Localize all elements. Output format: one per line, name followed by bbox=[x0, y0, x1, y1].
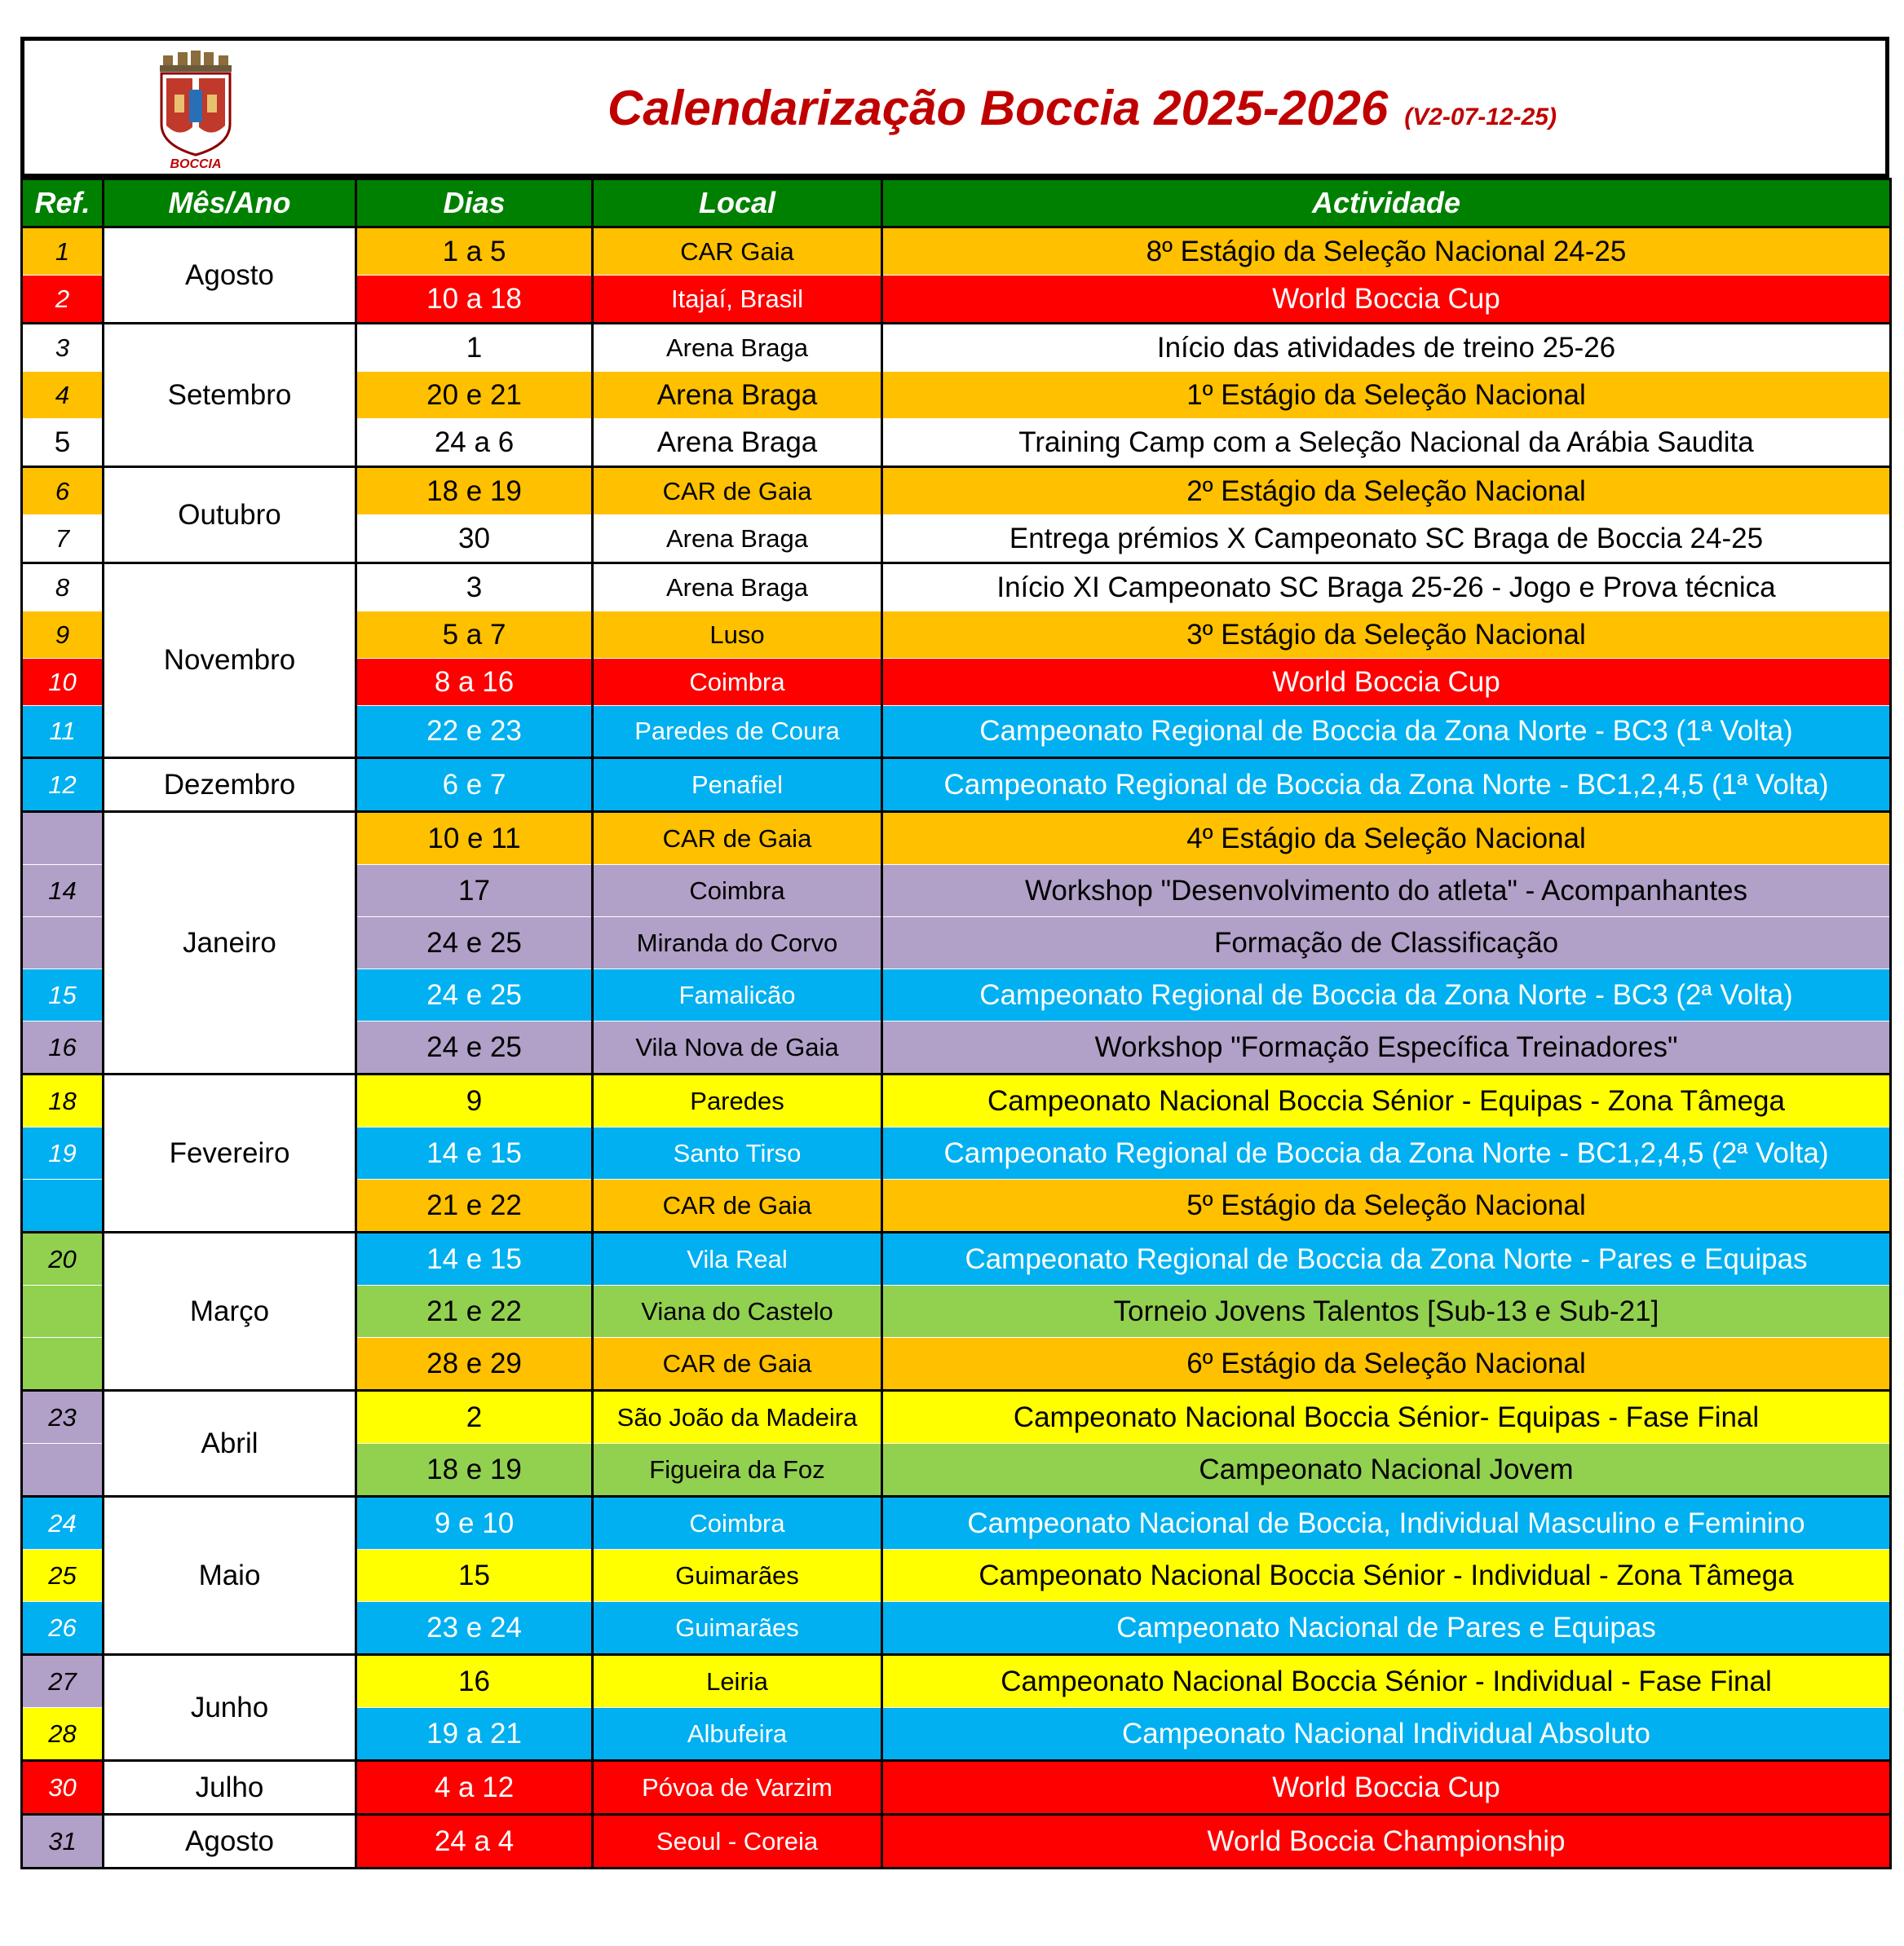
activity-cell: Workshop "Formação Específica Treinadores" bbox=[882, 1022, 1891, 1074]
table-row bbox=[22, 1655, 1891, 1708]
table-row bbox=[22, 467, 1891, 515]
location-cell: Guimarães bbox=[593, 1602, 882, 1655]
table-row bbox=[22, 324, 1891, 372]
activity-cell: World Boccia Cup bbox=[882, 659, 1891, 706]
days-cell: 19 a 21 bbox=[356, 1708, 593, 1761]
location-cell: Santo Tirso bbox=[593, 1127, 882, 1180]
days-cell: 9 e 10 bbox=[356, 1497, 593, 1550]
table-row bbox=[22, 812, 1891, 865]
table-header-row bbox=[22, 179, 1891, 227]
ref-cell: 11 bbox=[22, 706, 104, 758]
activity-cell: Campeonato Nacional Individual Absoluto bbox=[882, 1708, 1891, 1761]
month-cell: Março bbox=[104, 1233, 356, 1391]
month-cell: Fevereiro bbox=[104, 1074, 356, 1233]
ref-cell bbox=[22, 1180, 104, 1233]
table-row bbox=[22, 1233, 1891, 1286]
days-cell: 14 e 15 bbox=[356, 1127, 593, 1180]
days-cell: 4 a 12 bbox=[356, 1761, 593, 1815]
ref-cell: 12 bbox=[22, 758, 104, 812]
ref-cell: 16 bbox=[22, 1022, 104, 1074]
days-cell: 22 e 23 bbox=[356, 706, 593, 758]
activity-cell: Campeonato Regional de Boccia da Zona Norte - BC1,2,4,5 (2ª Volta) bbox=[882, 1127, 1891, 1180]
ref-cell bbox=[22, 917, 104, 969]
ref-cell: 6 bbox=[22, 467, 104, 515]
days-cell: 30 bbox=[356, 515, 593, 563]
location-cell: Guimarães bbox=[593, 1550, 882, 1602]
ref-cell: 3 bbox=[22, 324, 104, 372]
month-cell: Dezembro bbox=[104, 758, 356, 812]
activity-cell: World Boccia Cup bbox=[882, 1761, 1891, 1815]
calendar-sheet bbox=[20, 37, 1889, 1869]
ref-cell bbox=[22, 1444, 104, 1497]
activity-cell: 6º Estágio da Seleção Nacional bbox=[882, 1338, 1891, 1391]
activity-cell: World Boccia Cup bbox=[882, 276, 1891, 324]
activity-cell: Formação de Classificação bbox=[882, 917, 1891, 969]
activity-cell: 5º Estágio da Seleção Nacional bbox=[882, 1180, 1891, 1233]
version-label: (V2-07-12-25) bbox=[1404, 104, 1557, 130]
days-cell: 9 bbox=[356, 1074, 593, 1127]
ref-cell: 23 bbox=[22, 1391, 104, 1444]
ref-cell: 27 bbox=[22, 1655, 104, 1708]
days-cell: 24 e 25 bbox=[356, 917, 593, 969]
ref-cell: 7 bbox=[22, 515, 104, 563]
activity-cell: Campeonato Nacional Boccia Sénior - Individual - Fase Final bbox=[882, 1655, 1891, 1708]
activity-cell: 4º Estágio da Seleção Nacional bbox=[882, 812, 1891, 865]
days-cell: 14 e 15 bbox=[356, 1233, 593, 1286]
activity-cell: 1º Estágio da Seleção Nacional bbox=[882, 372, 1891, 419]
location-cell: Leiria bbox=[593, 1655, 882, 1708]
activity-cell: Campeonato Regional de Boccia da Zona Norte - BC1,2,4,5 (1ª Volta) bbox=[882, 758, 1891, 812]
month-cell: Novembro bbox=[104, 563, 356, 758]
ref-cell: 24 bbox=[22, 1497, 104, 1550]
location-cell: Coimbra bbox=[593, 659, 882, 706]
activity-cell: Campeonato Regional de Boccia da Zona Norte - BC3 (2ª Volta) bbox=[882, 969, 1891, 1022]
location-cell: CAR de Gaia bbox=[593, 1338, 882, 1391]
table-row bbox=[22, 1074, 1891, 1127]
days-cell: 20 e 21 bbox=[356, 372, 593, 419]
days-cell: 28 e 29 bbox=[356, 1338, 593, 1391]
location-cell: Arena Braga bbox=[593, 372, 882, 419]
location-cell: São João da Madeira bbox=[593, 1391, 882, 1444]
page-title bbox=[607, 80, 1557, 136]
location-cell: Arena Braga bbox=[593, 515, 882, 563]
ref-cell: 31 bbox=[22, 1815, 104, 1869]
days-cell: 2 bbox=[356, 1391, 593, 1444]
activity-cell: Workshop "Desenvolvimento do atleta" - Acompanhantes bbox=[882, 865, 1891, 917]
activity-cell: 3º Estágio da Seleção Nacional bbox=[882, 611, 1891, 659]
activity-cell: World Boccia Championship bbox=[882, 1815, 1891, 1869]
month-cell: Abril bbox=[104, 1391, 356, 1497]
location-cell: Coimbra bbox=[593, 1497, 882, 1550]
days-cell: 17 bbox=[356, 865, 593, 917]
ref-cell: 25 bbox=[22, 1550, 104, 1602]
location-cell: Famalicão bbox=[593, 969, 882, 1022]
location-cell: Figueira da Foz bbox=[593, 1444, 882, 1497]
location-cell: CAR de Gaia bbox=[593, 467, 882, 515]
activity-cell: Início XI Campeonato SC Braga 25-26 - Jogo e Prova técnica bbox=[882, 563, 1891, 611]
activity-cell: Torneio Jovens Talentos [Sub-13 e Sub-21] bbox=[882, 1286, 1891, 1338]
month-cell: Maio bbox=[104, 1497, 356, 1655]
activity-cell: Campeonato Nacional Jovem bbox=[882, 1444, 1891, 1497]
days-cell: 5 a 7 bbox=[356, 611, 593, 659]
days-cell: 18 e 19 bbox=[356, 1444, 593, 1497]
location-cell: Vila Nova de Gaia bbox=[593, 1022, 882, 1074]
days-cell: 15 bbox=[356, 1550, 593, 1602]
ref-cell bbox=[22, 812, 104, 865]
month-cell: Setembro bbox=[104, 324, 356, 467]
ref-cell: 26 bbox=[22, 1602, 104, 1655]
table-row bbox=[22, 1815, 1891, 1869]
col-header-month: Mês/Ano bbox=[104, 179, 356, 227]
activity-cell: Campeonato Nacional de Pares e Equipas bbox=[882, 1602, 1891, 1655]
logo-text: BOCCIA bbox=[170, 157, 222, 171]
days-cell: 16 bbox=[356, 1655, 593, 1708]
location-cell: Itajaí, Brasil bbox=[593, 276, 882, 324]
table-row bbox=[22, 758, 1891, 812]
location-cell: Coimbra bbox=[593, 865, 882, 917]
days-cell: 24 a 6 bbox=[356, 419, 593, 467]
location-cell: Miranda do Corvo bbox=[593, 917, 882, 969]
col-header-location: Local bbox=[593, 179, 882, 227]
ref-cell: 30 bbox=[22, 1761, 104, 1815]
ref-cell: 1 bbox=[22, 227, 104, 276]
ref-cell: 14 bbox=[22, 865, 104, 917]
location-cell: Póvoa de Varzim bbox=[593, 1761, 882, 1815]
month-cell: Janeiro bbox=[104, 812, 356, 1074]
activity-cell: Campeonato Nacional Boccia Sénior - Individual - Zona Tâmega bbox=[882, 1550, 1891, 1602]
days-cell: 3 bbox=[356, 563, 593, 611]
ref-cell: 9 bbox=[22, 611, 104, 659]
ref-cell: 2 bbox=[22, 276, 104, 324]
table-row bbox=[22, 1391, 1891, 1444]
days-cell: 8 a 16 bbox=[356, 659, 593, 706]
col-header-activity: Actividade bbox=[882, 179, 1891, 227]
ref-cell: 5 bbox=[22, 419, 104, 467]
month-cell: Agosto bbox=[104, 227, 356, 324]
month-cell: Julho bbox=[104, 1761, 356, 1815]
days-cell: 1 bbox=[356, 324, 593, 372]
table-row bbox=[22, 227, 1891, 276]
activity-cell: Campeonato Regional de Boccia da Zona Norte - BC3 (1ª Volta) bbox=[882, 706, 1891, 758]
ref-cell: 19 bbox=[22, 1127, 104, 1180]
calendar-table bbox=[20, 178, 1892, 1869]
activity-cell: 2º Estágio da Seleção Nacional bbox=[882, 467, 1891, 515]
location-cell: Arena Braga bbox=[593, 324, 882, 372]
ref-cell: 10 bbox=[22, 659, 104, 706]
ref-cell: 15 bbox=[22, 969, 104, 1022]
days-cell: 1 a 5 bbox=[356, 227, 593, 276]
location-cell: Viana do Castelo bbox=[593, 1286, 882, 1338]
col-header-days: Dias bbox=[356, 179, 593, 227]
days-cell: 21 e 22 bbox=[356, 1286, 593, 1338]
location-cell: Paredes de Coura bbox=[593, 706, 882, 758]
location-cell: Luso bbox=[593, 611, 882, 659]
activity-cell: Training Camp com a Seleção Nacional da Arábia Saudita bbox=[882, 419, 1891, 467]
days-cell: 24 e 25 bbox=[356, 969, 593, 1022]
ref-cell bbox=[22, 1286, 104, 1338]
days-cell: 6 e 7 bbox=[356, 758, 593, 812]
month-cell: Junho bbox=[104, 1655, 356, 1761]
location-cell: Vila Real bbox=[593, 1233, 882, 1286]
club-crest-logo bbox=[147, 49, 245, 171]
title-banner bbox=[20, 37, 1889, 178]
activity-cell: Início das atividades de treino 25-26 bbox=[882, 324, 1891, 372]
location-cell: Albufeira bbox=[593, 1708, 882, 1761]
days-cell: 24 a 4 bbox=[356, 1815, 593, 1869]
days-cell: 18 e 19 bbox=[356, 467, 593, 515]
activity-cell: Entrega prémios X Campeonato SC Braga de Boccia 24-25 bbox=[882, 515, 1891, 563]
ref-cell: 20 bbox=[22, 1233, 104, 1286]
days-cell: 10 e 11 bbox=[356, 812, 593, 865]
ref-cell: 4 bbox=[22, 372, 104, 419]
ref-cell: 18 bbox=[22, 1074, 104, 1127]
col-header-ref: Ref. bbox=[22, 179, 104, 227]
table-row bbox=[22, 1497, 1891, 1550]
days-cell: 24 e 25 bbox=[356, 1022, 593, 1074]
days-cell: 23 e 24 bbox=[356, 1602, 593, 1655]
location-cell: Penafiel bbox=[593, 758, 882, 812]
month-cell: Outubro bbox=[104, 467, 356, 563]
activity-cell: Campeonato Nacional Boccia Sénior - Equipas - Zona Tâmega bbox=[882, 1074, 1891, 1127]
days-cell: 10 a 18 bbox=[356, 276, 593, 324]
location-cell: Seoul - Coreia bbox=[593, 1815, 882, 1869]
days-cell: 21 e 22 bbox=[356, 1180, 593, 1233]
activity-cell: Campeonato Nacional Boccia Sénior- Equipas - Fase Final bbox=[882, 1391, 1891, 1444]
month-cell: Agosto bbox=[104, 1815, 356, 1869]
location-cell: Paredes bbox=[593, 1074, 882, 1127]
ref-cell: 28 bbox=[22, 1708, 104, 1761]
location-cell: Arena Braga bbox=[593, 563, 882, 611]
location-cell: CAR Gaia bbox=[593, 227, 882, 276]
location-cell: CAR de Gaia bbox=[593, 812, 882, 865]
activity-cell: 8º Estágio da Seleção Nacional 24-25 bbox=[882, 227, 1891, 276]
location-cell: CAR de Gaia bbox=[593, 1180, 882, 1233]
ref-cell bbox=[22, 1338, 104, 1391]
ref-cell: 8 bbox=[22, 563, 104, 611]
activity-cell: Campeonato Regional de Boccia da Zona Norte - Pares e Equipas bbox=[882, 1233, 1891, 1286]
location-cell: Arena Braga bbox=[593, 419, 882, 467]
table-row bbox=[22, 1761, 1891, 1815]
table-row bbox=[22, 563, 1891, 611]
title-text: Calendarização Boccia 2025-2026 bbox=[607, 81, 1389, 135]
activity-cell: Campeonato Nacional de Boccia, Individual Masculino e Feminino bbox=[882, 1497, 1891, 1550]
